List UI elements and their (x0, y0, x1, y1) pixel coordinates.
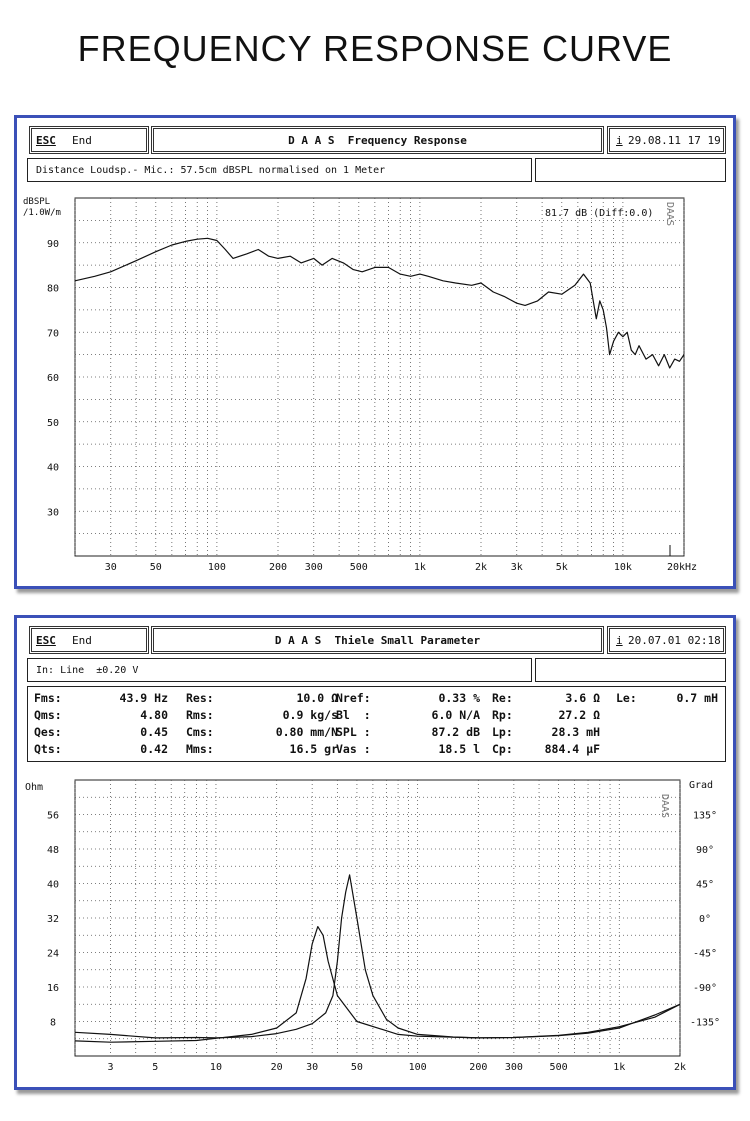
end-label: End (72, 633, 92, 647)
y-tick-label: 32 (46, 914, 60, 925)
datetime-box (607, 126, 726, 154)
y-axis-label: Ohm (25, 782, 44, 793)
param-key: Lp: (492, 725, 513, 739)
x-tick-label: 30 (306, 1062, 319, 1073)
x-tick-label: 20kHz (666, 562, 698, 573)
x-tick-label: 200 (268, 562, 288, 573)
vertical-watermark: DAAS (664, 202, 675, 227)
param-value: 16.5 gr (289, 742, 338, 756)
x-tick-label: 20 (270, 1062, 283, 1073)
y2-tick-label: 45° (695, 879, 715, 891)
frequency-response-panel (14, 115, 736, 589)
vertical-watermark: DAAS (659, 794, 670, 819)
end-label: End (72, 133, 92, 147)
esc-end-button[interactable] (29, 626, 149, 654)
y2-tick-label: -135° (689, 1017, 721, 1029)
x-tick-label: 2k (474, 562, 488, 573)
y2-tick-label: 0° (698, 914, 712, 925)
x-tick-label: 2k (673, 1062, 687, 1073)
param-key: Qts: (34, 742, 62, 756)
y-tick-label: 16 (46, 983, 60, 994)
x-tick-label: 50 (350, 1062, 363, 1073)
param-key: Vas : (336, 742, 371, 756)
esc-end-button[interactable] (29, 126, 149, 154)
param-key: Rp: (492, 708, 513, 722)
subtitle: In: Line ±0.20 V (36, 664, 139, 676)
plot-area (75, 780, 680, 1056)
x-tick-label: 10 (209, 1062, 222, 1073)
param-key: Nref: (336, 691, 371, 705)
param-value: 0.9 kg/s (282, 708, 338, 722)
param-key: Res: (186, 691, 214, 705)
param-key: Qes: (34, 725, 62, 739)
param-key: Fms: (34, 691, 62, 705)
y-tick-label: 80 (46, 283, 60, 295)
x-tick-label: 3 (107, 1062, 114, 1073)
y-tick-label: 56 (46, 810, 60, 822)
param-value: 18.5 l (438, 742, 480, 756)
param-value: 3.6 Ω (565, 691, 600, 705)
y-tick-label: 70 (46, 328, 60, 340)
param-value: 0.42 (140, 742, 168, 756)
datetime: 20.07.01 02:18 (628, 633, 721, 647)
x-tick-label: 1k (413, 562, 426, 573)
y-tick-label: 60 (46, 373, 60, 384)
subtitle-aux-box (535, 158, 726, 182)
x-tick-label: 500 (349, 562, 368, 573)
param-value: 27.2 Ω (558, 708, 600, 722)
param-value: 43.9 Hz (119, 691, 168, 705)
window-title-box (151, 126, 604, 154)
y-axis-label: dBSPL (23, 197, 51, 207)
x-tick-label: 3k (510, 562, 523, 573)
x-tick-label: 1k (613, 1062, 626, 1073)
param-key: SPL : (336, 725, 371, 739)
param-value: 884.4 µF (544, 742, 600, 756)
y2-axis-label: Grad (689, 780, 714, 791)
y-axis-unit: /1.0W/m (23, 208, 61, 218)
param-key: Qms: (34, 708, 62, 722)
param-value: 0.33 % (438, 691, 480, 705)
param-value: 87.2 dB (431, 725, 480, 739)
y-tick-label: 90 (46, 238, 60, 250)
info-icon[interactable]: i (616, 633, 623, 647)
x-tick-label: 500 (549, 1062, 568, 1073)
param-value: 10.0 Ω (296, 691, 338, 705)
param-key: Le: (616, 691, 637, 705)
y2-tick-label: 135° (692, 810, 718, 822)
x-tick-label: 5 (152, 1062, 159, 1073)
param-key: Mms: (186, 742, 214, 756)
esc-label: ESC (36, 133, 56, 147)
x-tick-label: 30 (104, 562, 117, 573)
param-value: 6.0 N/A (431, 708, 480, 722)
param-key: Cms: (186, 725, 214, 739)
param-key: Re: (492, 691, 513, 705)
param-value: 0.80 mm/N (275, 725, 338, 739)
subtitle: Distance Loudsp.- Mic.: 57.5cm dBSPL normalised on 1 Meter (36, 164, 386, 176)
parameter-table (27, 686, 726, 762)
subtitle-aux-box (535, 658, 726, 682)
y-tick-label: 50 (46, 417, 60, 429)
param-value: 0.7 mH (676, 691, 718, 705)
y-tick-label: 48 (46, 845, 60, 856)
y-tick-label: 30 (46, 507, 60, 519)
param-key: Cp: (492, 742, 513, 756)
x-tick-label: 300 (504, 1062, 523, 1073)
datetime-box (607, 626, 726, 654)
window-title-box (151, 626, 604, 654)
window-title: D A A S Thiele Small Parameter (274, 633, 481, 647)
esc-label: ESC (36, 633, 56, 647)
page-title: FREQUENCY RESPONSE CURVE (77, 28, 673, 69)
datetime: 29.08.11 17 19 (628, 133, 721, 147)
x-tick-label: 300 (304, 562, 323, 573)
x-tick-label: 5k (555, 562, 568, 573)
thiele-small-panel (14, 615, 736, 1090)
y2-tick-label: 90° (695, 845, 715, 856)
y-tick-label: 40 (46, 462, 60, 474)
x-tick-label: 100 (207, 562, 226, 573)
subtitle-box (27, 658, 532, 682)
info-icon[interactable]: i (616, 133, 623, 147)
x-tick-label: 100 (408, 1062, 427, 1073)
frequency-response-chart (17, 188, 733, 588)
x-tick-label: 200 (469, 1062, 488, 1073)
y-tick-label: 40 (46, 879, 60, 891)
x-tick-label: 50 (149, 562, 162, 573)
impedance-phase-chart (17, 772, 733, 1082)
y2-tick-label: -45° (692, 948, 718, 960)
x-tick-label: 10k (613, 562, 632, 573)
param-key: Rms: (186, 708, 214, 722)
window-title: D A A S Frequency Response (288, 133, 467, 147)
y-tick-label: 8 (49, 1017, 57, 1029)
level-readout: 81.7 dB (Diff:0.0) (545, 208, 654, 219)
subtitle-box (27, 158, 532, 182)
param-value: 0.45 (140, 725, 168, 739)
param-value: 4.80 (140, 708, 168, 722)
y2-tick-label: -90° (692, 983, 718, 994)
param-value: 28.3 mH (551, 725, 600, 739)
param-key: Bl : (336, 708, 371, 722)
y-tick-label: 24 (46, 948, 60, 960)
